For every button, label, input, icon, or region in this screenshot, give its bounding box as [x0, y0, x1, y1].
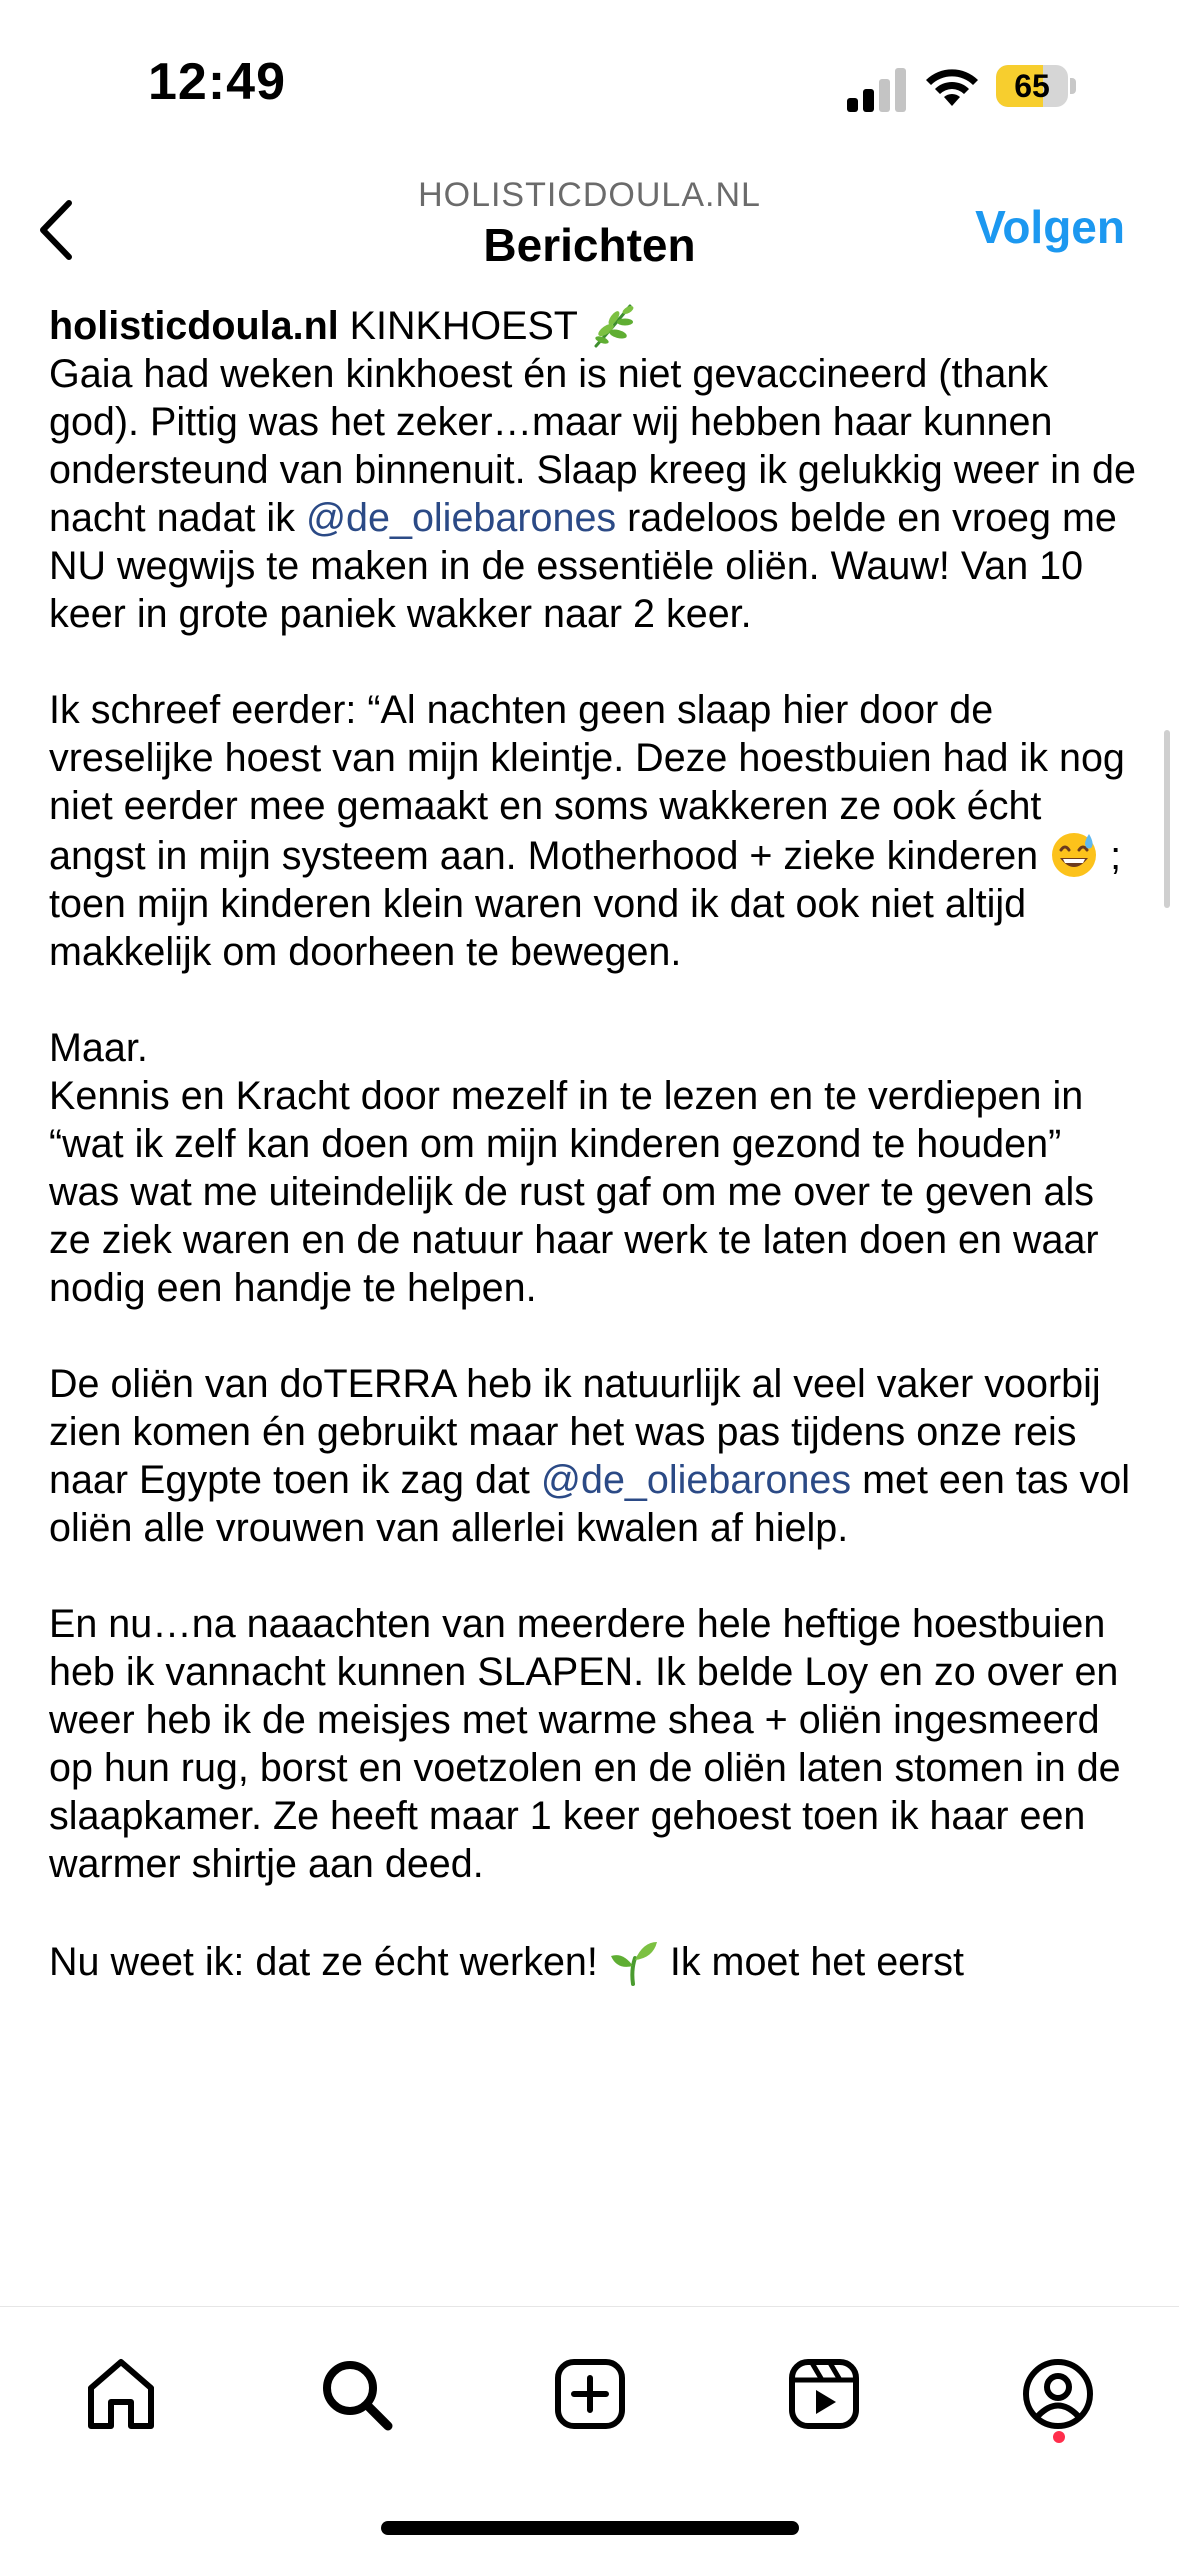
caption-text: radeloos belde en vroeg me NU wegwijs te maken in de essentiële oliën. Wauw! Van 10 keer in grote paniek wakker naar 2 keer. — [49, 496, 1117, 636]
signal-icon — [847, 68, 909, 112]
caption-paragraph-7 — [49, 1936, 1139, 1986]
notification-dot — [1053, 2431, 1065, 2443]
follow-button[interactable]: Volgen — [975, 201, 1125, 253]
nav-profile[interactable] — [1013, 2349, 1103, 2439]
status-bar — [0, 0, 1179, 170]
profile-icon — [1020, 2356, 1096, 2432]
post-header — [0, 170, 1179, 290]
nav-search[interactable] — [311, 2349, 401, 2439]
search-icon — [318, 2356, 394, 2432]
battery-level: 65 — [1014, 68, 1050, 104]
mention-link[interactable]: @de_oliebarones — [540, 1458, 852, 1502]
caption-text: Gaia had weken kinkhoest én is niet gevaccineerd (thank god). Pittig was het zeker…maar wij hebben haar kunnen ondersteund van binnenuit. Slaap kreeg ik gelukkig weer in de nacht nadat ik — [49, 352, 1136, 540]
post-caption — [49, 300, 1139, 2296]
caption-paragraph-6: En nu…na naaachten van meerdere hele heftige hoestbuien heb ik vannacht kunnen SLAPEN. Ik belde Loy en zo over en weer heb ik de meisjes met warme shea + oliën ingesmeerd op hun rug, borst en voetzolen en de oliën laten stomen in de slaapkamer. Ze heeft maar 1 keer gehoest toen ik haar een warmer shirtje aan deed. — [49, 1602, 1121, 1886]
status-time: 12:49 — [148, 53, 286, 111]
nav-create[interactable] — [545, 2349, 635, 2439]
page-title: Berichten — [483, 219, 696, 271]
caption-first-line — [49, 300, 1139, 350]
herb-emoji — [588, 300, 638, 350]
reels-icon — [786, 2356, 862, 2432]
caption-username[interactable]: holisticdoula.nl — [49, 304, 339, 348]
home-icon — [83, 2356, 159, 2432]
nav-home[interactable] — [76, 2349, 166, 2439]
caption-paragraph-2 — [49, 686, 1139, 976]
account-name: HOLISTICDOULA.NL — [418, 176, 761, 214]
mention-link[interactable]: @de_oliebarones — [305, 496, 617, 540]
bottom-nav — [0, 2306, 1179, 2557]
battery-cap — [1070, 78, 1076, 94]
nav-reels[interactable] — [779, 2349, 869, 2439]
caption-paragraph-5 — [49, 1360, 1139, 1552]
home-indicator[interactable] — [381, 2521, 799, 2535]
create-icon — [552, 2356, 628, 2432]
caption-text: Ik schreef eerder: “Al nachten geen slaap hier door de vreselijke hoest van mijn kleintje. Deze hoestbuien had ik nog niet eerder mee gemaakt en soms wakkeren ze ook écht angst in mijn systeem aan. Motherhood + zieke kinderen — [49, 688, 1125, 878]
caption-heading: KINKHOEST — [349, 304, 578, 348]
battery-body — [996, 65, 1068, 107]
grinning-sweat-emoji — [1049, 830, 1099, 880]
caption-text: met een tas vol oliën alle vrouwen van allerlei kwalen af hielp. — [49, 1458, 1130, 1550]
battery-icon — [996, 65, 1076, 107]
caption-text: De oliën van doTERRA heb ik natuurlijk al veel vaker voorbij zien komen én gebruikt maar het was pas tijdens onze reis naar Egypte toen ik zag dat — [49, 1362, 1101, 1502]
caption-paragraph-3: Maar. — [49, 1026, 148, 1070]
seedling-emoji — [609, 1936, 659, 1986]
caption-text: Ik moet het eerst — [669, 1940, 965, 1984]
caption-text: Nu weet ik: dat ze écht werken! — [49, 1940, 598, 1984]
scrollbar[interactable] — [1164, 730, 1170, 908]
caption-paragraph-1 — [49, 350, 1139, 638]
caption-paragraph-4: Kennis en Kracht door mezelf in te lezen en te verdiepen in “wat ik zelf kan doen om mijn kinderen gezond te houden” was wat me uiteindelijk de rust gaf om me over te geven als ze ziek waren en de natuur haar werk te laten doen en waar nodig een handje te helpen. — [49, 1074, 1099, 1310]
caption-text: ; toen mijn kinderen klein waren vond ik dat ook niet altijd makkelijk om doorheen te bewegen. — [49, 834, 1122, 974]
wifi-icon — [925, 62, 979, 108]
